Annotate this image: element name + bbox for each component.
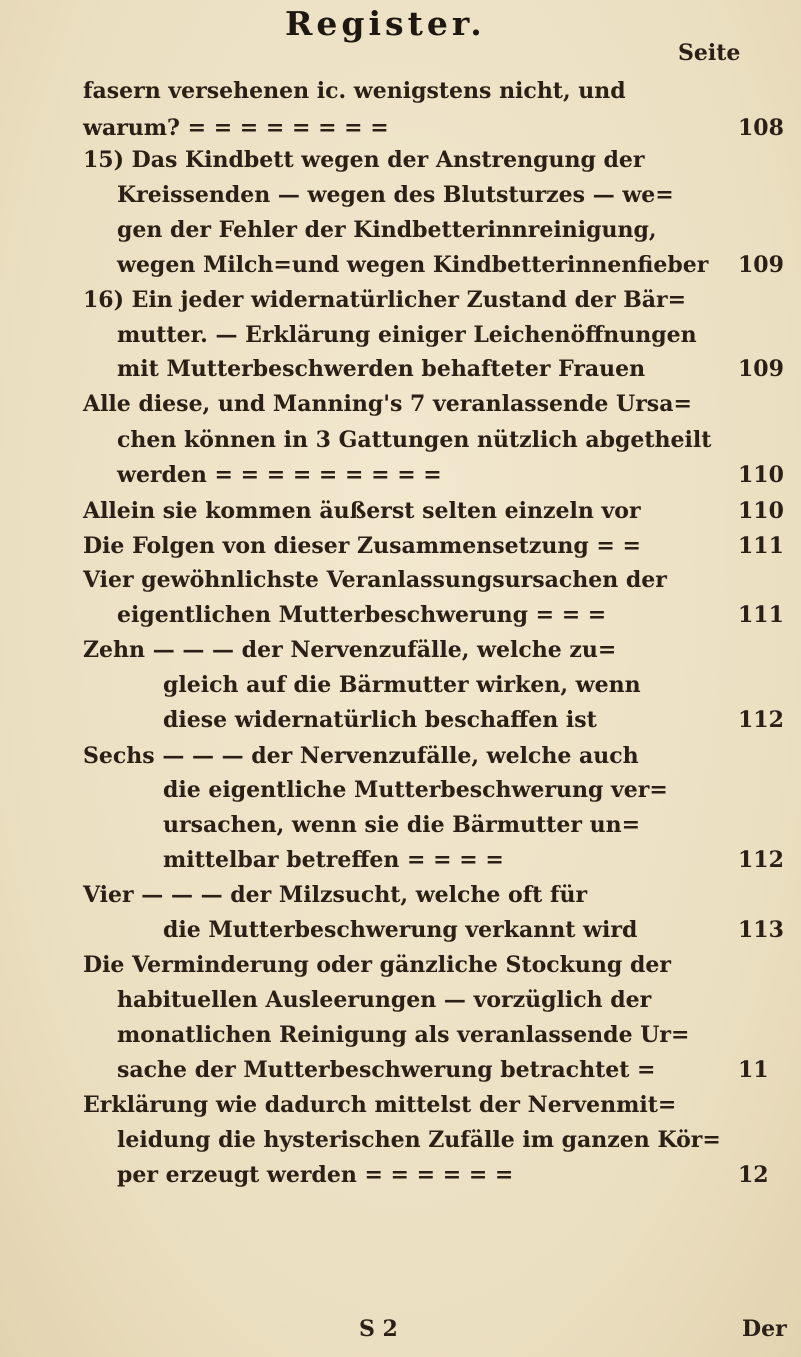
entry-text: wegen Milch=und wegen Kindbetterinnenfieber xyxy=(117,252,709,278)
register-entry-line xyxy=(0,385,801,423)
entry-text: Erklärung wie dadurch mittelst der Nervenmit= xyxy=(83,1092,677,1118)
entry-text: mit Mutterbeschwerden behafteter Frauen xyxy=(117,356,646,382)
entry-page-number: 109 xyxy=(738,252,784,278)
entry-text: werden = = = = = = = = = xyxy=(117,462,442,488)
register-entry-line xyxy=(0,492,801,530)
catchword: Der xyxy=(742,1316,787,1342)
signature-mark: S 2 xyxy=(359,1316,398,1342)
register-entry-line xyxy=(0,1051,801,1089)
running-title: Register. xyxy=(285,4,486,43)
register-entry-line xyxy=(0,211,801,249)
entry-text: chen können in 3 Gattungen nützlich abgetheilt xyxy=(117,427,712,453)
entry-page-number: 112 xyxy=(738,707,784,733)
entry-text: monatlichen Reinigung als veranlassende Ur= xyxy=(117,1022,690,1048)
register-entry-line xyxy=(0,281,801,319)
entry-text: Kreissenden — wegen des Blutsturzes — we= xyxy=(117,182,674,208)
register-entry-line xyxy=(0,1156,801,1194)
register-entry-line xyxy=(0,421,801,459)
entry-page-number: 108 xyxy=(738,115,784,141)
entry-text: gen der Fehler der Kindbetterinnreinigung, xyxy=(117,217,657,243)
entry-text: warum? = = = = = = = = xyxy=(83,115,389,141)
entry-text: mittelbar betreffen = = = = xyxy=(163,847,504,873)
entry-page-number: 11 xyxy=(738,1057,769,1083)
entry-text: habituellen Ausleerungen — vorzüglich der xyxy=(117,987,652,1013)
register-entry-line xyxy=(0,1086,801,1124)
register-entry-line xyxy=(0,631,801,669)
register-entry-line xyxy=(0,527,801,565)
register-entry-line xyxy=(0,246,801,284)
register-entry-line xyxy=(0,456,801,494)
register-entry-line xyxy=(0,737,801,775)
register-entry-line xyxy=(0,350,801,388)
entry-text: ursachen, wenn sie die Bärmutter un= xyxy=(163,812,641,838)
register-entry-line xyxy=(0,596,801,634)
entry-page-number: 111 xyxy=(738,533,784,559)
entry-text: Alle diese, und Manning's 7 veranlassende Ursa= xyxy=(83,391,692,417)
entry-page-number: 12 xyxy=(738,1162,769,1188)
column-head-seite: Seite xyxy=(678,40,741,66)
entry-text: Vier — — — der Milzsucht, welche oft für xyxy=(83,882,588,908)
register-entry-line xyxy=(0,1016,801,1054)
register-entry-line xyxy=(0,946,801,984)
entry-text: Die Folgen von dieser Zusammensetzung = = xyxy=(83,533,641,559)
entry-text: Sechs — — — der Nervenzufälle, welche auch xyxy=(83,743,639,769)
entry-text: mutter. — Erklärung einiger Leichenöffnungen xyxy=(117,322,697,348)
page-footer xyxy=(0,1309,801,1349)
entry-page-number: 112 xyxy=(738,847,784,873)
register-entry-line xyxy=(0,701,801,739)
entry-text: gleich auf die Bärmutter wirken, wenn xyxy=(163,672,641,698)
entry-text: Allein sie kommen äußerst selten einzeln vor xyxy=(83,498,641,524)
entry-page-number: 111 xyxy=(738,602,784,628)
register-entry-line xyxy=(0,841,801,879)
entry-text: sache der Mutterbeschwerung betrachtet = xyxy=(117,1057,656,1083)
register-entry-line xyxy=(0,771,801,809)
entry-text: 16) Ein jeder widernatürlicher Zustand der Bär= xyxy=(83,287,687,313)
entry-text: Die Verminderung oder gänzliche Stockung der xyxy=(83,952,671,978)
entry-text: Zehn — — — der Nervenzufälle, welche zu= xyxy=(83,637,617,663)
register-entry-line xyxy=(0,666,801,704)
register-entry-line xyxy=(0,1121,801,1159)
entry-text: eigentlichen Mutterbeschwerung = = = xyxy=(117,602,607,628)
register-entry-line xyxy=(0,981,801,1019)
register-entry-line xyxy=(0,561,801,599)
register-entry-line xyxy=(0,911,801,949)
entry-page-number: 110 xyxy=(738,498,784,524)
entry-page-number: 113 xyxy=(738,917,784,943)
entry-page-number: 109 xyxy=(738,356,784,382)
register-entry-line xyxy=(0,141,801,179)
entry-text: 15) Das Kindbett wegen der Anstrengung der xyxy=(83,147,645,173)
entry-text: leidung die hysterischen Zufälle im ganzen Kör= xyxy=(117,1127,721,1153)
entry-page-number: 110 xyxy=(738,462,784,488)
register-entry-line xyxy=(0,176,801,214)
entry-text: diese widernatürlich beschaffen ist xyxy=(163,707,597,733)
entry-text: per erzeugt werden = = = = = = xyxy=(117,1162,514,1188)
register-entry-line xyxy=(0,316,801,354)
entry-text: die eigentliche Mutterbeschwerung ver= xyxy=(163,777,668,803)
entry-text: Vier gewöhnlichste Veranlassungsursachen der xyxy=(83,567,667,593)
register-entry-line xyxy=(0,876,801,914)
register-entry-line xyxy=(0,806,801,844)
entry-text: die Mutterbeschwerung verkannt wird xyxy=(163,917,638,943)
register-entry-line xyxy=(0,72,801,110)
entry-text: fasern versehenen ic. wenigstens nicht, und xyxy=(83,78,626,104)
